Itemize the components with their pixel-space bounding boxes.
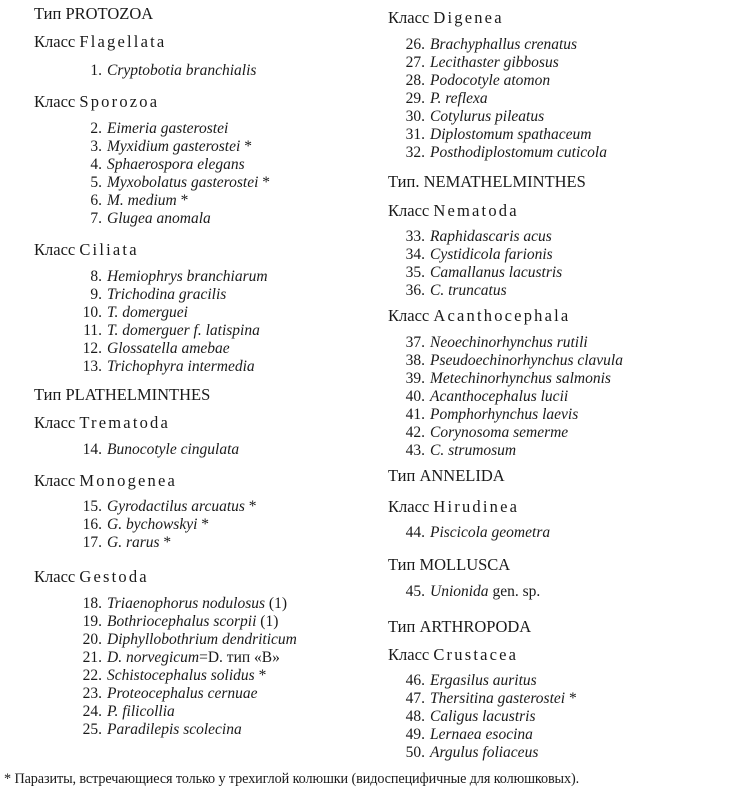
species-item <box>383 352 623 370</box>
species-item <box>383 406 623 424</box>
species-number: 14. <box>82 441 102 458</box>
phylum-heading: Тип ARTHROPODA <box>388 617 532 636</box>
species-item <box>383 90 607 108</box>
species-name: Ergasilus auritus <box>430 672 537 689</box>
species-item <box>383 36 607 54</box>
species-item <box>60 340 268 358</box>
species-number: 25. <box>82 721 102 738</box>
species-name: D. norvegicum <box>107 649 200 666</box>
species-name: Pomphorhynchus laevis <box>430 406 579 423</box>
class-heading <box>34 240 139 260</box>
species-name: G. rarus <box>107 534 160 551</box>
species-item <box>383 108 607 126</box>
species-item <box>383 228 562 246</box>
species-number: 47. <box>405 690 425 707</box>
species-number: 20. <box>82 631 102 648</box>
class-name: Gestoda <box>79 567 149 586</box>
class-prefix: Класс <box>34 32 76 51</box>
species-name: Argulus foliaceus <box>430 744 539 761</box>
species-name: Glossatella amebae <box>107 340 230 357</box>
species-number: 23. <box>82 685 102 702</box>
species-name: Thersitina gasterostei <box>430 690 566 707</box>
species-item <box>383 54 607 72</box>
species-list-items <box>60 268 268 376</box>
species-note: * <box>240 138 252 155</box>
species-item <box>60 322 268 340</box>
class-name: Crustacea <box>433 645 519 664</box>
species-list-items <box>383 334 623 460</box>
species-number: 34. <box>405 246 425 263</box>
species-note: * <box>258 174 271 191</box>
species-item <box>383 690 577 708</box>
species-number: 5. <box>90 174 102 191</box>
species-item <box>60 703 297 721</box>
species-number: 31. <box>405 126 425 143</box>
species-item <box>60 613 297 631</box>
class-name: Flagellata <box>79 32 167 51</box>
species-list-items <box>60 498 257 552</box>
species-name: C. truncatus <box>430 282 507 299</box>
species-number: 45. <box>405 583 425 600</box>
species-item <box>60 304 268 322</box>
species-name: Caligus lacustris <box>430 708 536 725</box>
species-item <box>383 370 623 388</box>
species-item <box>60 358 268 376</box>
class-heading <box>34 567 149 587</box>
species-item <box>60 667 297 685</box>
species-list <box>60 120 270 228</box>
species-name: Myxobolatus gasterostei <box>107 174 259 191</box>
species-name: Podocotyle atomon <box>430 72 551 89</box>
species-item <box>383 524 550 542</box>
species-name: Pseudoechinorhynchus clavula <box>430 352 623 369</box>
species-note: gen. sp. <box>488 583 541 600</box>
class-prefix: Класс <box>388 201 430 220</box>
species-note: * <box>244 498 257 515</box>
species-name: Corynosoma semerme <box>430 424 569 441</box>
species-item <box>383 72 607 90</box>
species-name: Diphyllobothrium dendriticum <box>107 631 297 648</box>
species-name: P. filicollia <box>107 703 175 720</box>
species-item <box>60 721 297 739</box>
species-number: 6. <box>90 192 102 209</box>
class-name: Hirudinea <box>433 497 520 516</box>
species-number: 38. <box>405 352 425 369</box>
footnote: * Паразиты, встречающиеся только у трехиглой колюшки (видоспецифичные для колюшковых). <box>4 771 580 787</box>
species-number: 2. <box>90 120 102 137</box>
species-item <box>383 708 577 726</box>
species-item <box>60 649 297 667</box>
species-item <box>383 282 562 300</box>
species-item <box>60 595 297 613</box>
species-list-items <box>383 524 550 542</box>
species-number: 26. <box>405 36 425 53</box>
species-list-items <box>383 228 562 300</box>
species-number: 10. <box>82 304 102 321</box>
species-number: 29. <box>405 90 425 107</box>
species-list <box>383 334 623 460</box>
species-list <box>60 498 257 552</box>
class-heading <box>388 8 504 28</box>
species-name: Hemiophrys branchiarum <box>107 268 268 285</box>
species-name: Acanthocephalus lucii <box>430 388 569 405</box>
species-number: 27. <box>405 54 425 71</box>
species-item <box>383 246 562 264</box>
species-number: 24. <box>82 703 102 720</box>
species-name: Bunocotyle cingulata <box>107 441 240 458</box>
species-number: 35. <box>405 264 425 281</box>
species-number: 1. <box>90 62 102 79</box>
species-item <box>383 726 577 744</box>
phylum-heading: Тип PROTOZOA <box>34 4 154 23</box>
species-name: Brachyphallus crenatus <box>430 36 578 53</box>
species-number: 15. <box>82 498 102 515</box>
species-item <box>60 534 257 552</box>
species-list-items <box>60 595 297 739</box>
species-list-items <box>60 441 239 459</box>
class-prefix: Класс <box>388 306 430 325</box>
species-item <box>60 286 268 304</box>
species-name: C. strumosum <box>430 442 517 459</box>
species-list-items <box>60 62 256 80</box>
species-note: (1) <box>265 595 287 612</box>
species-number: 46. <box>405 672 425 689</box>
species-number: 37. <box>405 334 425 351</box>
species-number: 21. <box>82 649 102 666</box>
class-heading <box>388 201 519 221</box>
class-heading <box>388 497 519 517</box>
class-prefix: Класс <box>388 645 430 664</box>
class-heading <box>34 92 159 112</box>
class-name: Trematoda <box>79 413 171 432</box>
species-list-items <box>383 583 540 601</box>
species-number: 9. <box>90 286 102 303</box>
species-note: * <box>176 192 189 209</box>
species-number: 4. <box>90 156 102 173</box>
species-name: P. reflexa <box>430 90 488 107</box>
species-item <box>383 334 623 352</box>
species-number: 30. <box>405 108 425 125</box>
species-name: T. domerguei <box>107 304 188 321</box>
class-heading <box>388 645 518 665</box>
species-list <box>60 268 268 376</box>
species-name: Piscicola geometra <box>430 524 551 541</box>
class-prefix: Класс <box>34 471 76 490</box>
species-name: Schistocephalus solidus <box>107 667 255 684</box>
species-name: Camallanus lacustris <box>430 264 563 281</box>
species-name: Lecithaster gibbosus <box>430 54 559 71</box>
species-item <box>60 685 297 703</box>
species-name: Bothriocephalus scorpii <box>107 613 257 630</box>
species-name: Cystidicola farionis <box>430 246 553 263</box>
species-number: 8. <box>90 268 102 285</box>
class-prefix: Класс <box>34 92 76 111</box>
species-number: 33. <box>405 228 425 245</box>
species-item <box>60 631 297 649</box>
species-number: 48. <box>405 708 425 725</box>
species-number: 43. <box>405 442 425 459</box>
species-item <box>60 156 270 174</box>
species-name: Myxidium gasterostei <box>107 138 241 155</box>
species-name: Sphaerospora elegans <box>107 156 245 173</box>
species-note: * <box>565 690 577 707</box>
species-number: 11. <box>83 322 102 339</box>
species-item <box>60 441 239 459</box>
species-note: * <box>159 534 172 551</box>
phylum-heading: Тип PLATHELMINTHES <box>34 385 211 404</box>
species-list-items <box>383 36 607 162</box>
class-name: Monogenea <box>79 471 178 490</box>
species-item <box>383 442 623 460</box>
species-item <box>383 583 540 601</box>
species-list <box>383 524 550 542</box>
species-name: Cryptobotia branchialis <box>107 62 257 79</box>
class-name: Nematoda <box>433 201 519 220</box>
species-item <box>60 210 270 228</box>
species-number: 41. <box>405 406 425 423</box>
species-name: Glugea anomala <box>107 210 211 227</box>
species-name: Lernaea esocina <box>430 726 533 743</box>
class-heading <box>34 32 166 52</box>
species-note: * <box>197 516 210 533</box>
species-list-items <box>383 672 577 762</box>
class-prefix: Класс <box>34 413 76 432</box>
species-number: 50. <box>405 744 425 761</box>
species-name: Neoechinorhynchus rutili <box>430 334 588 351</box>
species-number: 16. <box>82 516 102 533</box>
species-number: 32. <box>405 144 425 161</box>
species-item <box>60 174 270 192</box>
species-list <box>383 583 540 601</box>
species-number: 28. <box>405 72 425 89</box>
class-prefix: Класс <box>34 240 76 259</box>
species-name: Trichodina gracilis <box>107 286 227 303</box>
phylum-heading: Тип MOLLUSCA <box>388 555 511 574</box>
species-list <box>60 441 239 459</box>
species-name: Unionida <box>430 583 489 600</box>
species-name: M. medium <box>107 192 177 209</box>
species-number: 17. <box>82 534 102 551</box>
class-prefix: Класс <box>388 497 430 516</box>
class-heading <box>34 413 170 433</box>
species-name: T. domerguer f. latispina <box>107 322 260 339</box>
species-list <box>60 595 297 739</box>
class-prefix: Класс <box>34 567 76 586</box>
class-prefix: Класс <box>388 8 430 27</box>
species-name: Eimeria gasterostei <box>107 120 229 137</box>
species-list <box>383 672 577 762</box>
species-name: Raphidascaris acus <box>430 228 552 245</box>
species-number: 42. <box>405 424 425 441</box>
species-item <box>383 144 607 162</box>
species-name: Posthodiplostomum cuticola <box>430 144 607 161</box>
species-name: Proteocephalus cernuae <box>107 685 258 702</box>
species-list <box>383 36 607 162</box>
species-item <box>60 62 256 80</box>
species-number: 18. <box>82 595 102 612</box>
species-item <box>60 192 270 210</box>
species-name: Paradilepis scolecina <box>107 721 242 738</box>
species-note: (1) <box>256 613 279 630</box>
class-name: Sporozoa <box>79 92 160 111</box>
species-number: 12. <box>82 340 102 357</box>
species-name: Cotylurus pileatus <box>430 108 545 125</box>
species-number: 40. <box>405 388 425 405</box>
species-item <box>60 498 257 516</box>
species-list <box>383 228 562 300</box>
species-number: 44. <box>405 524 425 541</box>
species-name: Trichophyra intermedia <box>107 358 255 375</box>
species-item <box>383 264 562 282</box>
species-number: 7. <box>90 210 102 227</box>
species-item <box>60 138 270 156</box>
species-number: 3. <box>90 138 102 155</box>
species-name: Gyrodactilus arcuatus <box>107 498 245 515</box>
class-heading <box>34 471 177 491</box>
species-item <box>383 424 623 442</box>
species-item <box>383 672 577 690</box>
class-heading <box>388 306 570 326</box>
species-number: 49. <box>405 726 425 743</box>
species-item <box>383 744 577 762</box>
species-item <box>60 268 268 286</box>
phylum-heading: Тип ANNELIDA <box>388 466 505 485</box>
species-name: Metechinorhynchus salmonis <box>430 370 611 387</box>
species-name: G. bychowskyi <box>107 516 198 533</box>
species-item <box>60 120 270 138</box>
class-name: Ciliata <box>79 240 139 259</box>
species-list-items <box>60 120 270 228</box>
class-name: Digenea <box>433 8 504 27</box>
species-number: 19. <box>82 613 102 630</box>
phylum-heading: Тип. NEMATHELMINTHES <box>388 172 586 191</box>
class-name: Acanthocephala <box>433 306 571 325</box>
species-number: 39. <box>405 370 425 387</box>
species-number: 22. <box>82 667 102 684</box>
species-name: Triaenophorus nodulosus <box>107 595 266 612</box>
species-note: =D. тип «B» <box>199 649 280 666</box>
species-item <box>60 516 257 534</box>
species-list <box>60 62 256 80</box>
species-note: * <box>254 667 267 684</box>
species-name: Diplostomum spathaceum <box>430 126 592 143</box>
species-number: 36. <box>405 282 425 299</box>
species-item <box>383 388 623 406</box>
species-number: 13. <box>82 358 102 375</box>
species-item <box>383 126 607 144</box>
